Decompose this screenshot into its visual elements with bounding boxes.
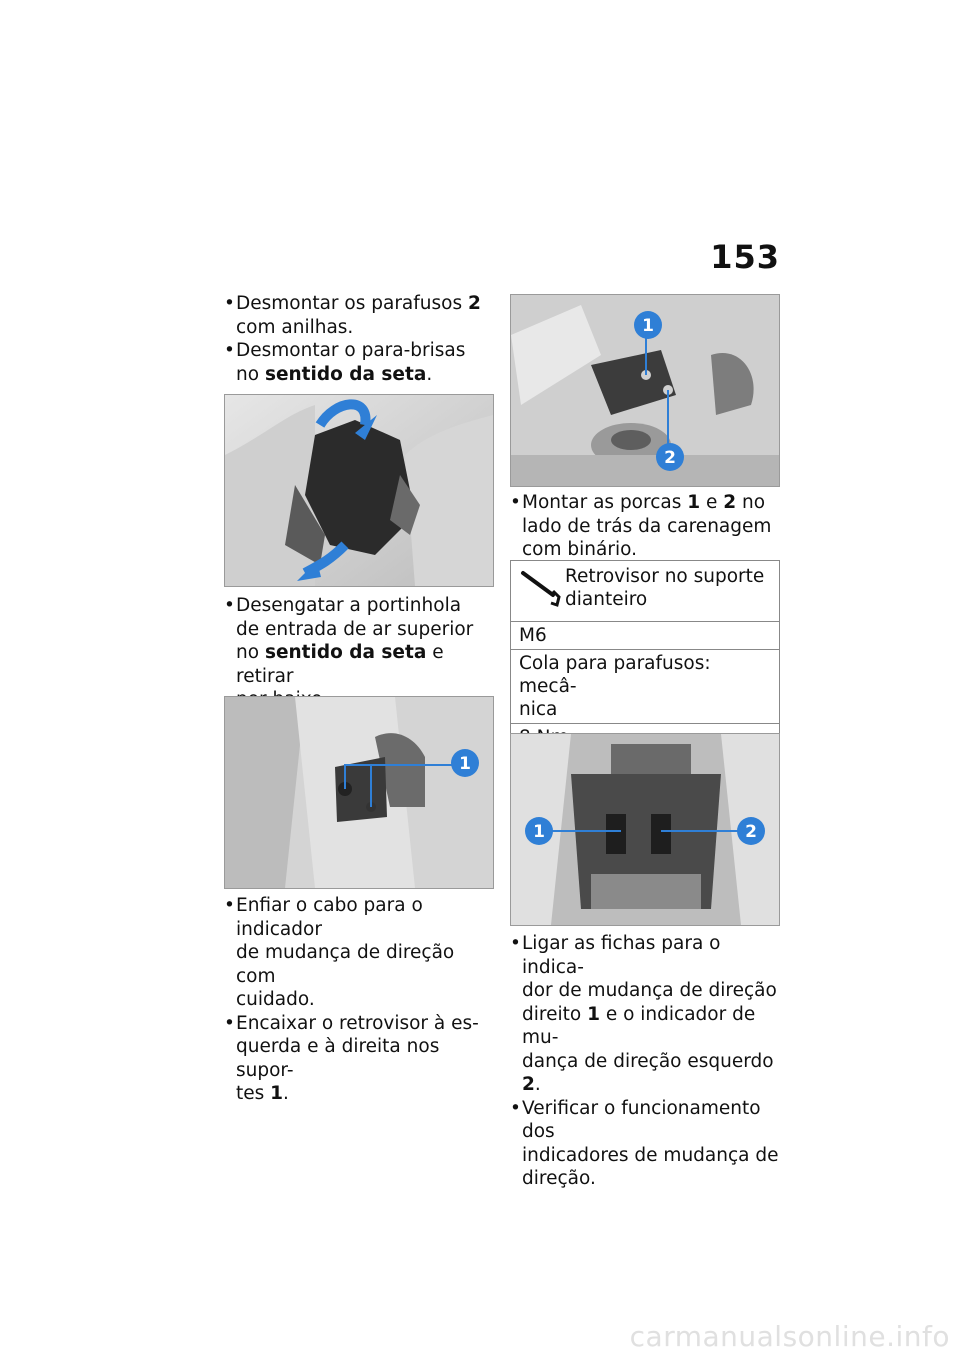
step-remove-windshield: • Desmontar o para-brisas no sentido da seta. <box>224 339 494 386</box>
step-mount-nuts: • Montar as porcas 1 e 2 no lado de trás da carenagem com binário. <box>510 491 780 562</box>
photo-indicator-plugs <box>510 733 780 926</box>
photo-nuts-behind-fairing <box>510 294 780 487</box>
right-bullets-top <box>510 491 780 562</box>
left-bullets-middle <box>224 594 494 712</box>
page-number: 153 <box>710 238 780 276</box>
step-check-indicators: • Verificar o funcionamento dos indicadores de mudança de direção. <box>510 1097 780 1191</box>
torque-wrench-icon <box>519 565 565 613</box>
torque-spec-header <box>511 561 779 621</box>
callout-2: 2 <box>664 448 676 468</box>
step-remove-bolts: • Desmontar os parafusos 2 com anilhas. <box>224 292 494 339</box>
right-bullets-bottom <box>510 932 780 1191</box>
step-route-cable: • Enfiar o cabo para o indicador de mudança de direção com cuidado. <box>224 894 494 1012</box>
torque-spec-size: M6 <box>511 621 779 649</box>
step-disengage-air-intake: • Desengatar a portinhola de entrada de ar superior no sentido da seta e retirar <box>224 594 494 712</box>
callout-1: 1 <box>533 822 545 842</box>
photo-windshield-removal <box>224 394 494 587</box>
torque-spec-adhesive: Cola para parafusos: mecâ- nica <box>511 649 779 723</box>
callout-1: 1 <box>459 754 471 774</box>
step-connect-plugs: • Ligar as fichas para o indica- dor de mudança de direção direito 1 e o indicador de mu- dança de direção esquerdo 2. <box>510 932 780 1097</box>
torque-spec-title: Retrovisor no suporte dianteiro <box>565 566 765 610</box>
callout-2: 2 <box>745 822 757 842</box>
left-bullets-bottom <box>224 894 494 1106</box>
torque-spec-table <box>510 560 780 752</box>
step-fit-mirrors: • Encaixar o retrovisor à es- querda e à direita nos supor- tes 1. <box>224 1012 494 1106</box>
photo-mirror-support <box>224 696 494 889</box>
left-bullets-top <box>224 292 494 386</box>
callout-1: 1 <box>642 316 654 336</box>
watermark: carmanualsonline.info <box>629 1320 950 1353</box>
